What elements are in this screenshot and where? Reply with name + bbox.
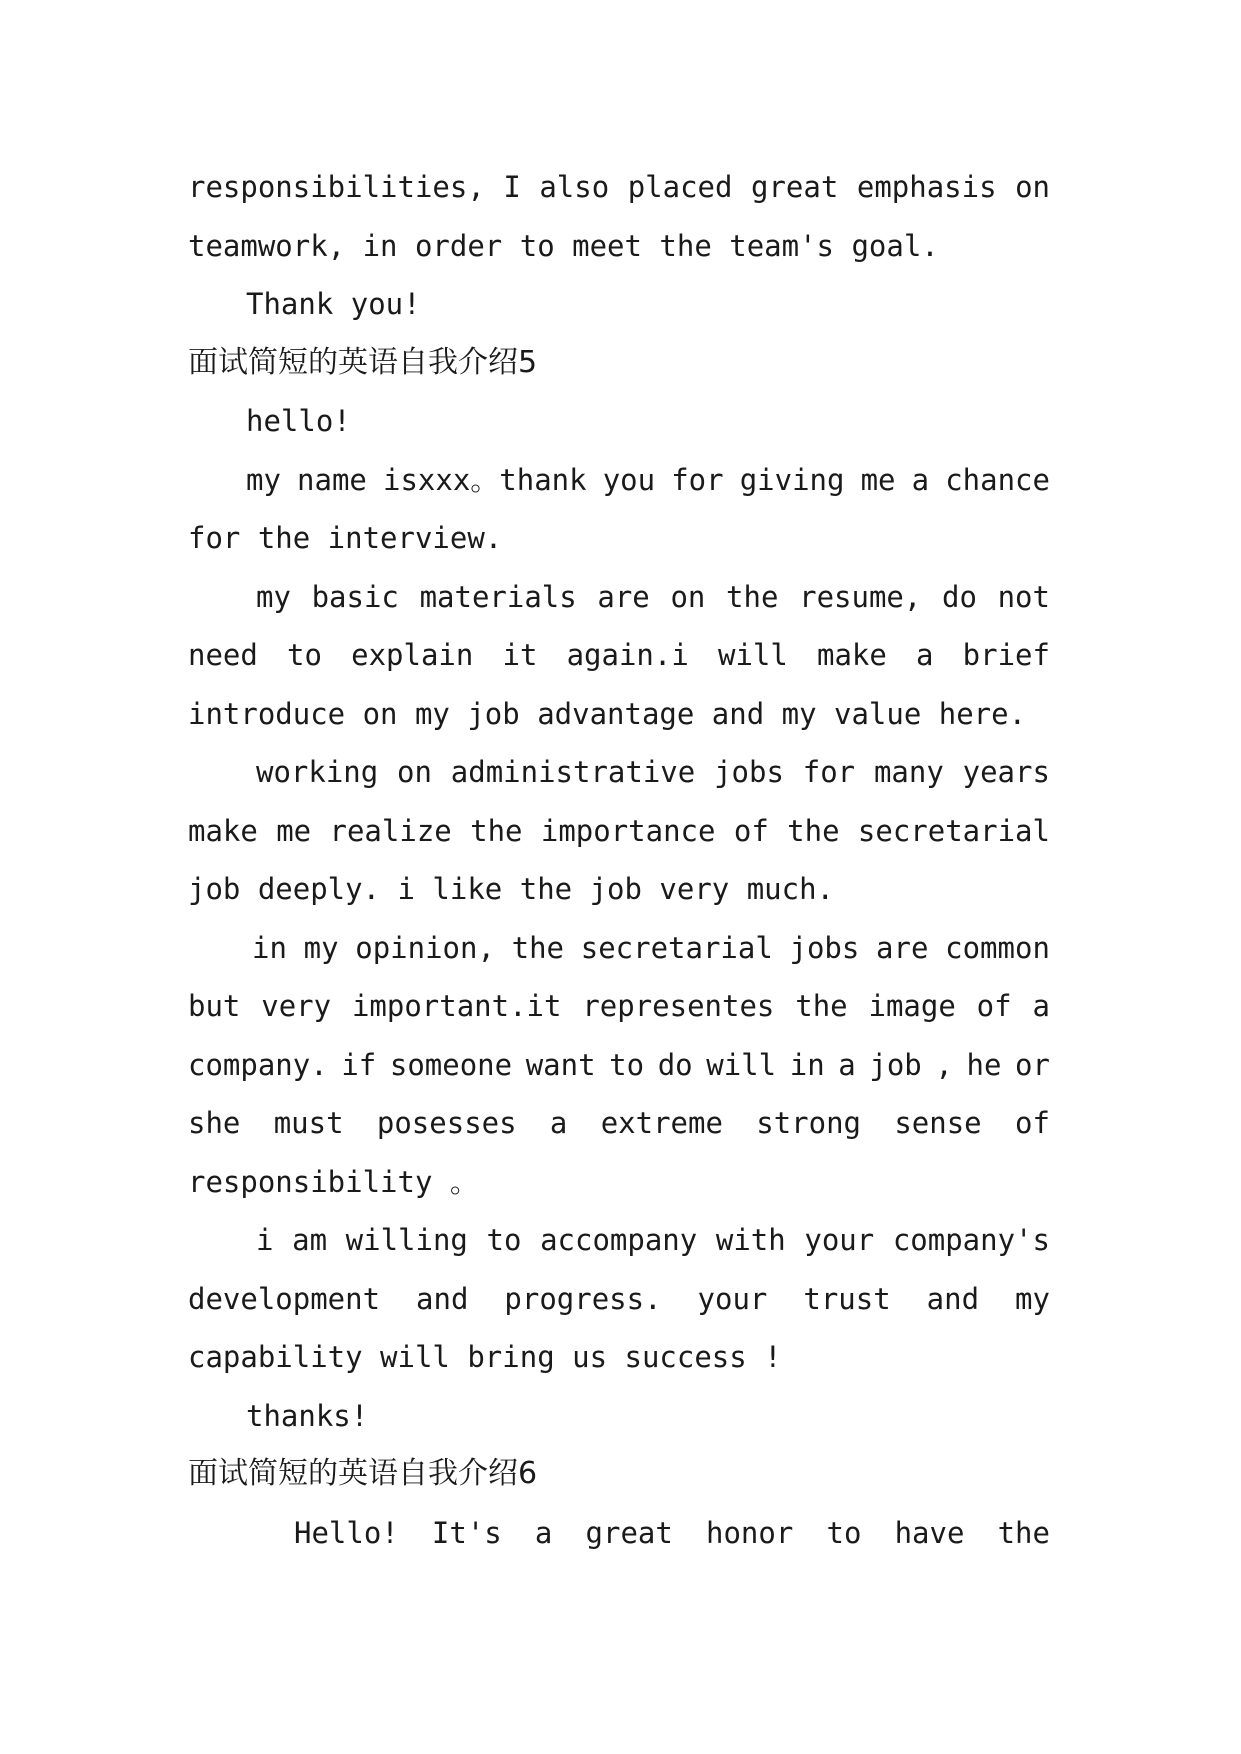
word: my (256, 579, 291, 614)
word: the (470, 813, 523, 848)
text-line (188, 158, 1050, 217)
word: administrative (450, 755, 696, 789)
word: chance (945, 462, 1050, 497)
word: to (287, 638, 322, 672)
word: do (657, 1047, 693, 1082)
word: have (894, 1515, 965, 1550)
word: jobs (789, 930, 860, 965)
word: want (525, 1047, 596, 1082)
text-line (188, 451, 1050, 510)
word: he (966, 1047, 1002, 1082)
word: if (341, 1047, 377, 1082)
word: importance (540, 813, 716, 848)
word: accompany (540, 1223, 698, 1257)
word: willing (345, 1223, 468, 1257)
word: also (539, 170, 610, 204)
word: extreme (600, 1106, 723, 1140)
text-line: responsibility 。 (188, 1164, 479, 1199)
word: my (1015, 1281, 1050, 1316)
word: must (273, 1106, 344, 1140)
word: of (733, 813, 769, 848)
word: to (609, 1047, 645, 1082)
closing-line: Thank you! (246, 287, 421, 321)
text-line (188, 1270, 1050, 1329)
word: am (292, 1223, 328, 1257)
word: make (188, 813, 258, 848)
word: Hello! (294, 1515, 399, 1550)
word: giving (739, 462, 845, 497)
word: image (868, 989, 956, 1023)
word: to (826, 1515, 862, 1550)
word: on (670, 579, 706, 614)
word: i (256, 1223, 274, 1257)
word: or (1015, 1047, 1050, 1082)
word: but (188, 989, 241, 1023)
text-line (188, 568, 1050, 627)
word: common (945, 930, 1050, 965)
word: explain (351, 638, 474, 672)
word: brief (962, 638, 1050, 672)
text-line: introduce on my job advantage and my value here. (188, 696, 1027, 731)
word: do (942, 579, 977, 614)
word: will (717, 638, 788, 672)
word: a (911, 462, 930, 497)
word: progress. (504, 1281, 662, 1316)
word: trust (803, 1281, 891, 1316)
word: not (997, 579, 1050, 614)
word: in (789, 1047, 825, 1082)
word: representes (582, 989, 775, 1023)
word: materials (419, 579, 577, 614)
word: company. (188, 1047, 328, 1082)
word: need (188, 638, 258, 672)
word: secretarial (857, 813, 1050, 848)
word: strong (756, 1106, 862, 1140)
word: someone (389, 1047, 513, 1082)
word: jobs (714, 755, 784, 789)
text-line (188, 1094, 1050, 1153)
word: your (697, 1281, 768, 1316)
section-heading: 面试简短的英语自我介绍6 (188, 1456, 538, 1491)
word: for (802, 755, 856, 789)
word: me (860, 462, 896, 497)
word: very (261, 989, 332, 1023)
word: I (503, 170, 521, 204)
word: a (534, 1515, 553, 1550)
word: responsibilities, (188, 170, 485, 204)
word: my (246, 462, 281, 497)
word: years (962, 755, 1050, 789)
word: name (297, 462, 367, 497)
word: it (502, 638, 538, 672)
word: and (926, 1281, 980, 1316)
text-line (188, 626, 1050, 685)
word: resume, (799, 579, 922, 614)
word: of (976, 989, 1012, 1023)
word: a (549, 1106, 568, 1140)
word: basic (311, 579, 399, 614)
word: will (706, 1047, 777, 1082)
word: isxxx。thank (382, 462, 587, 497)
word: are (597, 579, 650, 614)
word: the (997, 1515, 1050, 1550)
closing-line: thanks! (246, 1398, 369, 1433)
word: company's (892, 1223, 1050, 1257)
word: It's (431, 1515, 502, 1550)
word: the (787, 813, 840, 848)
text-line: for the interview. (188, 521, 503, 555)
word: many (873, 755, 944, 789)
word: job (869, 1047, 922, 1082)
word: you (602, 462, 656, 497)
section-heading: 面试简短的英语自我介绍5 (188, 344, 538, 380)
word: my (303, 930, 339, 965)
text-line (188, 977, 1050, 1036)
word: , (935, 1047, 953, 1082)
word: a (838, 1047, 856, 1082)
text-line (188, 1504, 1050, 1563)
word: secretarial (580, 930, 773, 965)
word: sense (894, 1106, 982, 1140)
text-line: capability will bring us success ! (188, 1340, 782, 1374)
greeting-line: hello! (246, 404, 351, 438)
word: the (511, 930, 565, 965)
word: working (256, 755, 379, 789)
word: make (817, 638, 887, 672)
word: to (486, 1223, 522, 1257)
word: great (751, 170, 839, 204)
text-line (188, 802, 1050, 861)
word: opinion, (355, 930, 495, 965)
text-line (188, 1211, 1050, 1270)
word: she (188, 1106, 241, 1140)
word: posesses (376, 1106, 517, 1140)
document-body (188, 158, 1050, 1562)
text-line: teamwork, in order to meet the team's goal. (188, 228, 939, 263)
word: important.it (351, 989, 562, 1023)
word: emphasis (856, 170, 997, 204)
word: of (1014, 1106, 1050, 1140)
word: realize (329, 813, 452, 848)
word: honor (706, 1515, 794, 1550)
word: are (876, 930, 929, 965)
text-line (188, 743, 1050, 802)
word: and (416, 1281, 469, 1316)
word: me (276, 813, 312, 848)
word: the (795, 989, 848, 1023)
word: the (726, 579, 779, 614)
word: in (252, 930, 287, 965)
word: on (397, 755, 432, 789)
word: placed (627, 170, 733, 204)
word: your (804, 1223, 875, 1257)
word: great (585, 1515, 673, 1550)
word: again.i (566, 638, 689, 672)
word: on (1015, 170, 1050, 204)
text-line (188, 919, 1050, 978)
text-line (188, 1036, 1050, 1095)
text-line: job deeply. i like the job very much. (188, 872, 835, 906)
word: development (188, 1281, 381, 1316)
word: for (671, 462, 724, 497)
word: a (1032, 989, 1050, 1023)
word: a (916, 638, 934, 672)
word: with (715, 1223, 786, 1257)
